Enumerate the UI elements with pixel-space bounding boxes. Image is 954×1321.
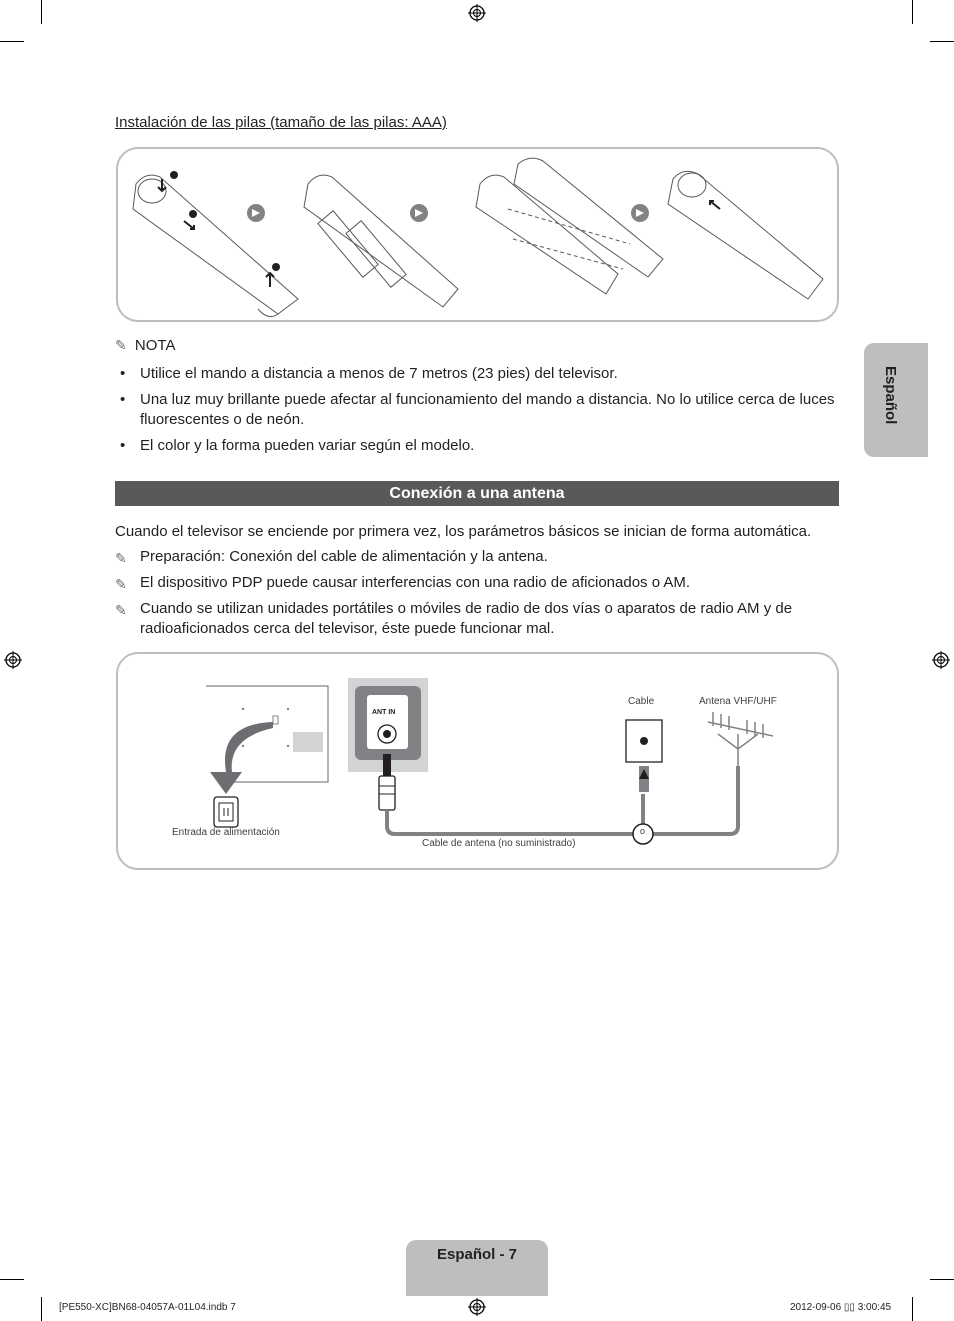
page-number-tab [406, 1240, 548, 1296]
crop-mark [41, 1297, 42, 1321]
power-input-label: Entrada de alimentación [172, 827, 280, 838]
list-item: • Una luz muy brillante puede afectar al funcionamiento del mando a distancia. No lo utilice cerca de luces fluorescentes o de neón. [120, 391, 835, 428]
battery-steps-illustration [118, 149, 839, 322]
cable-label: Cable [628, 696, 655, 707]
registration-mark-icon [468, 1298, 486, 1316]
language-side-tab [864, 343, 928, 457]
antenna-diagram [116, 652, 839, 870]
crop-mark [0, 41, 24, 42]
note-item: ✎ El dispositivo PDP puede causar interferencias con una radio de aficionados o AM. [115, 574, 691, 592]
battery-figure [116, 147, 839, 322]
side-tab-label: Español [882, 366, 899, 425]
registration-mark-icon [932, 651, 950, 669]
crop-mark [930, 1279, 954, 1280]
crop-mark [912, 0, 913, 24]
pencil-note-icon: ✎ [115, 337, 127, 353]
antenna-intro [115, 522, 839, 639]
crop-mark [912, 1297, 913, 1321]
section-title: Conexión a una antena [115, 481, 839, 506]
battery-heading: Instalación de las pilas (tamaño de las pilas: AAA) [115, 114, 447, 131]
step-arrow-icon [410, 204, 428, 222]
note-item: ✎ Preparación: Conexión del cable de alimentación y la antena. [115, 548, 548, 566]
crop-mark [930, 41, 954, 42]
crop-mark [0, 1279, 24, 1280]
registration-mark-icon [4, 651, 22, 669]
print-timestamp: 2012-09-06 ▯▯ 3:00:45 [790, 1302, 892, 1313]
note-item: ✎ Cuando se utilizan unidades portátiles o móviles de radio de dos vías o aparatos de radio AM y de radioaficionados cerca del televisor, éste puede funcionar mal. [115, 600, 793, 637]
nota-list [115, 364, 839, 462]
crop-mark [41, 0, 42, 24]
intro-text: Cuando el televisor se enciende por primera vez, los parámetros básicos se inician de forma automática. [115, 523, 812, 540]
pencil-note-icon: ✎ [115, 576, 127, 592]
step-arrow-icon [631, 204, 649, 222]
nota-label: NOTA [134, 337, 176, 354]
antenna-cable-label: Cable de antena (no suministrado) [422, 838, 576, 849]
registration-mark-icon [468, 4, 486, 22]
pencil-note-icon: ✎ [115, 550, 127, 566]
step-arrow-icon [247, 204, 265, 222]
pencil-note-icon: ✎ [115, 602, 127, 618]
ant-in-label: ANT IN [372, 709, 396, 716]
splitter-mark: o [640, 826, 646, 836]
page-number: Español - 7 [436, 1246, 518, 1263]
antenna-label: Antena VHF/UHF [699, 696, 777, 707]
list-item: • Utilice el mando a distancia a menos de 7 metros (23 pies) del televisor. [120, 365, 618, 382]
file-info: [PE550-XC]BN68-04057A-01L04.indb 7 [59, 1302, 236, 1313]
nota-heading [115, 335, 175, 356]
list-item: • El color y la forma pueden variar según el modelo. [120, 437, 475, 454]
